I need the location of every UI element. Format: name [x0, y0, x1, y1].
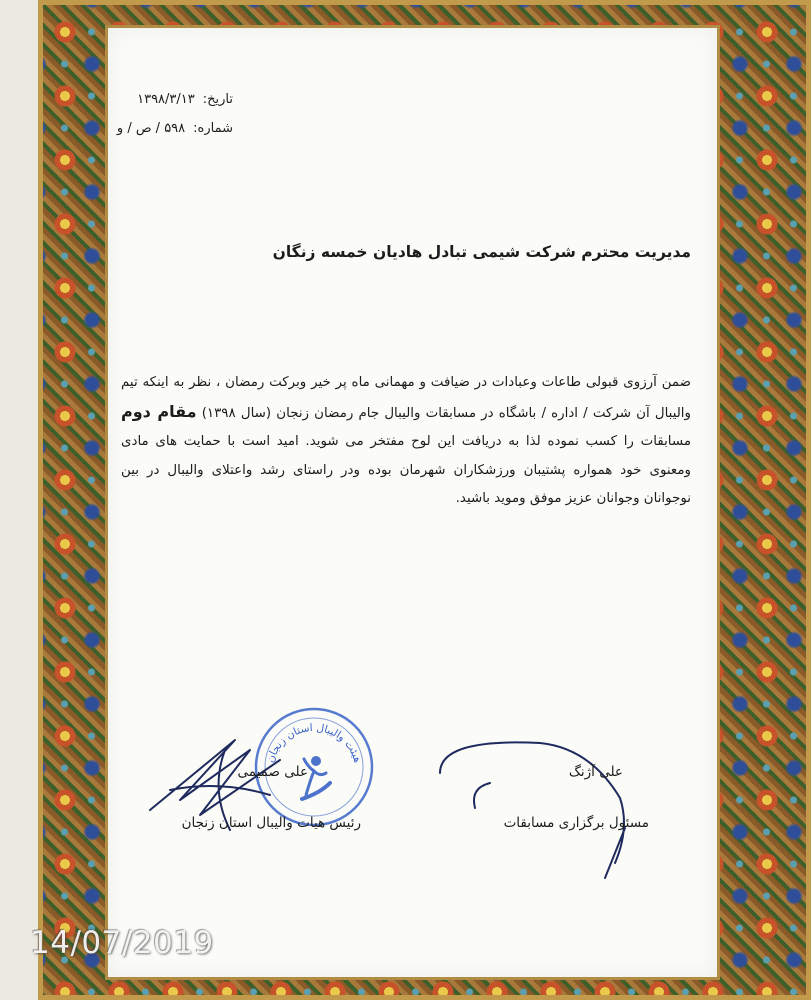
number-line [117, 121, 233, 136]
signature-right [430, 728, 690, 888]
number-label: شماره: [193, 121, 233, 136]
body-text-before: ضمن آرزوی قبولی طاعات وعبادات در ضیافت و مهمانی ماه پر خیر وبرکت رمضان ، نظر به اینکه تیم والیبال آن شرکت / اداره / باشگاه در مسابقات والیبال جام رمضان زنجان (سال ۱۳۹۸) [121, 375, 691, 421]
right-signatory-title: مسئول برگزاری مسابقات [503, 815, 649, 831]
date-value: ۱۳۹۸/۳/۱۳ [137, 92, 195, 107]
body-text-after: مسابقات را کسب نموده لذا به دریافت این لوح مفتخر می شوید. امید است با حمایت های مادی ومعنوی خود همواره پشتیبان ورزشکاران شهرمان بوده ودر راستای رشد واعتلای والیبال در بین نوجوانان وجوانان عزیز موفق وموید باشید. [121, 434, 691, 506]
left-signatory-title: رئیس هیات والیبال استان زنجان [181, 815, 361, 831]
right-signatory-name: علی آژنگ [568, 764, 623, 780]
date-line [137, 92, 233, 107]
date-label: تاریخ: [202, 92, 233, 107]
number-value: ۵۹۸ / ص / و [116, 121, 186, 136]
photo-timestamp: 14/07/2019 [30, 925, 214, 961]
certificate-body [121, 369, 691, 514]
rank-text: مقام دوم [121, 401, 197, 421]
seal-text: هیئت والیبال استان زنجان [264, 721, 364, 765]
left-signatory-name: علی صمیمی [237, 764, 308, 780]
addressee-title: مدیریت محترم شرکت شیمی تبادل هادیان خمسه زنگان [272, 243, 691, 261]
